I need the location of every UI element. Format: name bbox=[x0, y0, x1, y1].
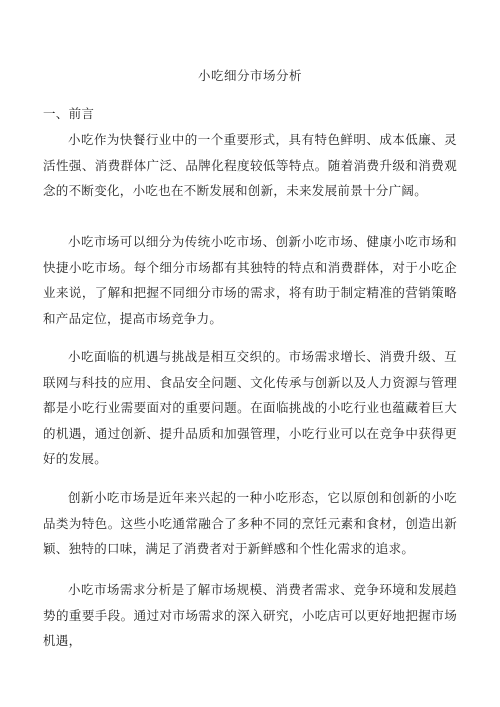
paragraph: 创新小吃市场是近年来兴起的一种小吃形态，它以原创和创新的小吃品类为特色。这些小吃通常融合了多种不同的烹饪元素和食材，创造出新颖、独特的口味，满足了消费者对于新鲜感和个性化需求的追求。 bbox=[43, 490, 457, 557]
document-title: 小吃细分市场分析 bbox=[197, 68, 302, 83]
paragraph: 小吃市场可以细分为传统小吃市场、创新小吃市场、健康小吃市场和快捷小吃市场。每个细分市场都有其独特的特点和消费群体，对于小吃企业来说，了解和把握不同细分市场的需求，将有助于制定精准的营销策略和产品定位，提高市场竞争力。 bbox=[43, 234, 457, 326]
paragraph: 小吃面临的机遇与挑战是相互交织的。市场需求增长、消费升级、互联网与科技的应用、食品安全问题、文化传承与创新以及人力资源与管理都是小吃行业需要面对的重要问题。在面临挑战的小吃行业也蕴藏着巨大的机遇，通过创新、提升品质和加强管理，小吃行业可以在竞争中获得更好的发展。 bbox=[43, 349, 457, 467]
section-heading: 一、前言 bbox=[43, 106, 95, 121]
paragraph: 小吃市场需求分析是了解市场规模、消费者需求、竞争环境和发展趋势的重要手段。通过对市场需求的深入研究，小吃店可以更好地把握市场机遇， bbox=[43, 582, 457, 649]
paragraph: 小吃作为快餐行业中的一个重要形式，具有特色鲜明、成本低廉、灵活性强、消费群体广泛、品牌化程度较低等特点。随着消费升级和消费观念的不断变化，小吃也在不断发展和创新，未来发展前景十分广阔。 bbox=[43, 132, 457, 199]
